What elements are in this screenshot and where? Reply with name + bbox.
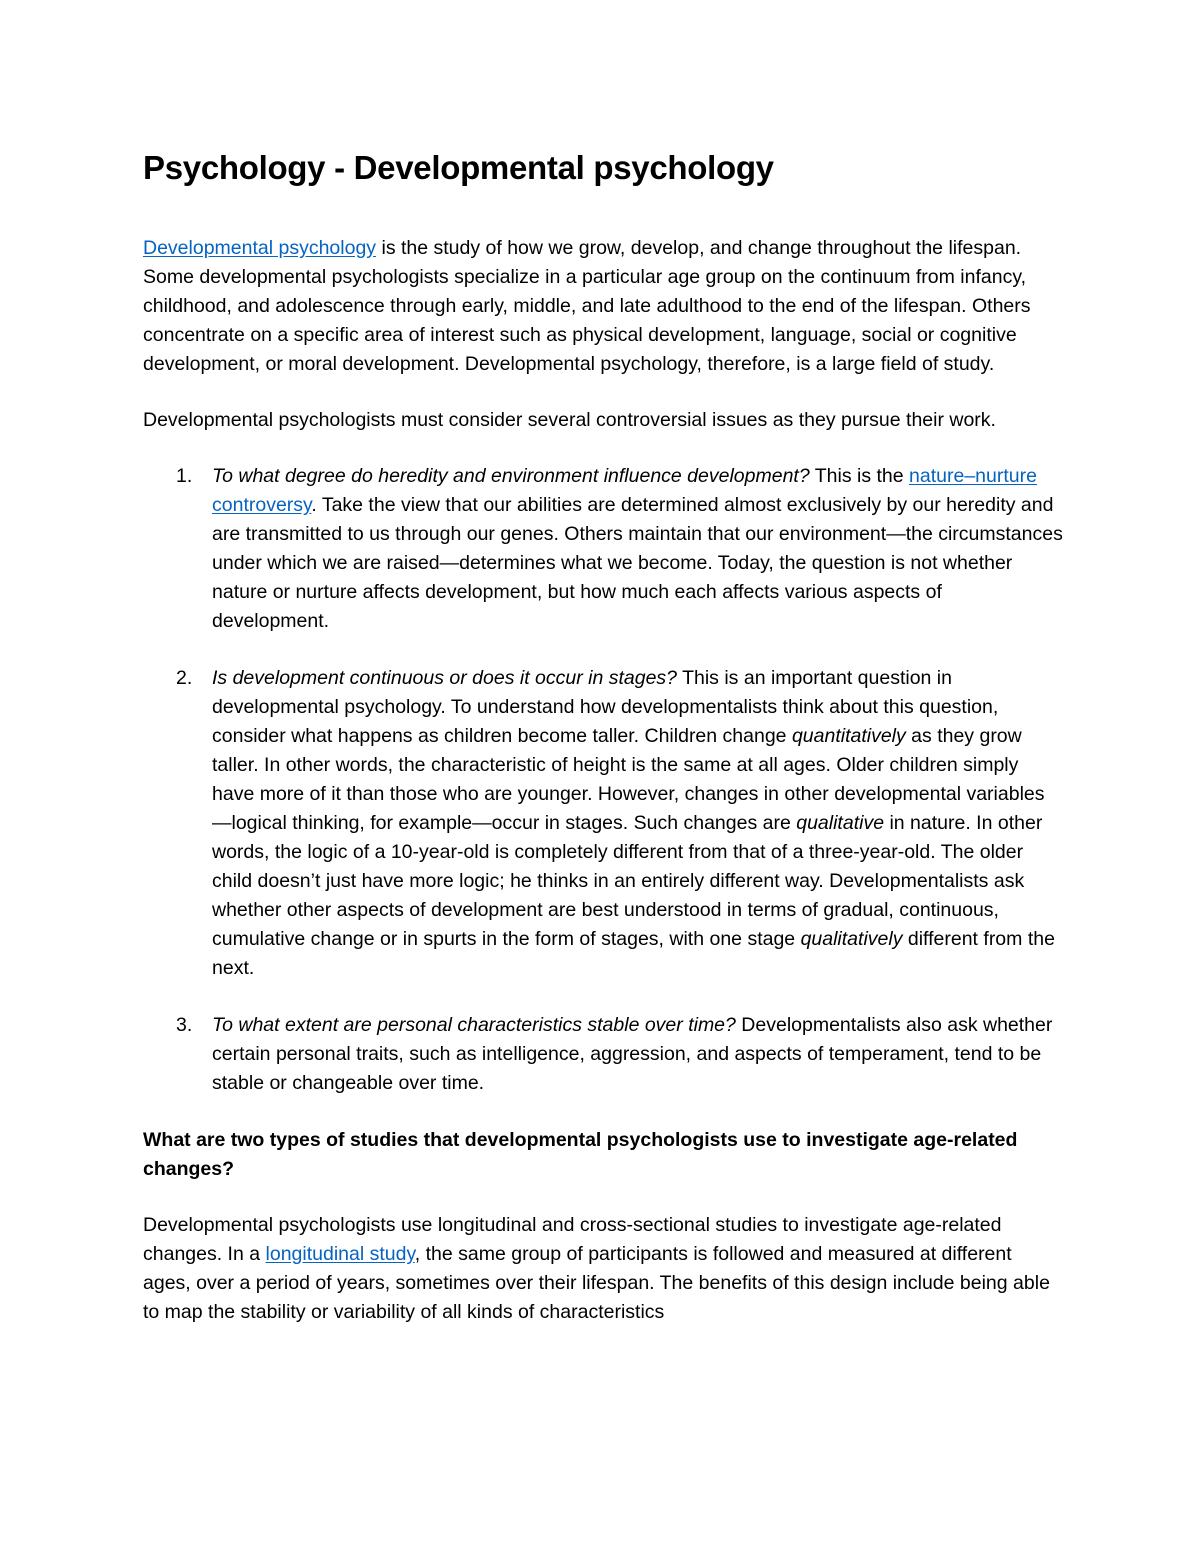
section-heading: What are two types of studies that developmental psychologists use to investigate age-related changes? (143, 1129, 1018, 1180)
developmental-psychology-link[interactable]: Developmental psychology (143, 237, 377, 259)
issue-question: To what extent are personal characteristics stable over time? (212, 1014, 736, 1036)
studies-paragraph: Developmental psychologists use longitudinal and cross-sectional studies to investigate age-related changes. In a longitudinal study, the same group of participants is followed and measured at different ages, over a period of years, sometimes over their lifespan. The benefits of this design include being able to map the stability or variability of all kinds of characteristics (143, 1214, 1050, 1323)
document-page (143, 146, 1063, 1354)
list-number: 2. (176, 667, 193, 689)
issues-intro-paragraph: Developmental psychologists must consider several controversial issues as they pursue their work. (143, 409, 996, 431)
list-item: 1. To what degree do heredity and environment influence development? This is the nature–nurture controversy. Take the view that our abilities are determined almost exclusively by our heredity and are transmitted to us through our genes. Others maintain that our environment—the circumstances under which we are raised—determines what we become. Today, the question is not whether nature or nurture affects development, but how much each affects various aspects of development. (143, 462, 1063, 636)
issues-list (143, 462, 1063, 1098)
issue-question: To what degree do heredity and environment influence development? (212, 465, 810, 487)
page-title: Psychology - Developmental psychology (143, 149, 774, 186)
intro-text: is the study of how we grow, develop, and change throughout the lifespan. Some developmental psychologists specialize in a particular age group on the continuum from infancy, childhood, and adolescence through early, middle, and late adulthood to the end of the lifespan. Others concentrate on a specific area of interest such as physical development, language, social or cognitive development, or moral development. Developmental psychology, therefore, is a large field of study. (143, 237, 1031, 375)
list-item: 2. Is development continuous or does it occur in stages? This is an important question in developmental psychology. To understand how developmentalists think about this question, consider what happens as children become taller. Children change quantitatively as they grow taller. In other words, the characteristic of height is the same at all ages. Older children simply have more of it than those who are younger. However, changes in other developmental variables—logical thinking, for example—occur in stages. Such changes are qualitative in nature. In other words, the logic of a 10-year-old is completely different from that of a three-year-old. The older child doesn’t just have more logic; he thinks in an entirely different way. Developmentalists ask whether other aspects of development are best understood in terms of gradual, continuous, cumulative change or in spurts in the form of stages, with one stage qualitatively different from the next. (143, 664, 1063, 983)
list-item: 3. To what extent are personal characteristics stable over time? Developmentalists also ask whether certain personal traits, such as intelligence, aggression, and aspects of temperament, tend to be stable or changeable over time. (143, 1011, 1063, 1098)
issue-question: Is development continuous or does it occur in stages? (212, 667, 678, 689)
list-number: 3. (176, 1014, 193, 1036)
intro-paragraph (143, 234, 1063, 379)
list-number: 1. (176, 465, 193, 487)
longitudinal-study-link[interactable]: longitudinal study (265, 1243, 415, 1265)
nature-nurture-link[interactable]: nature–nurture controversy (212, 465, 1037, 516)
